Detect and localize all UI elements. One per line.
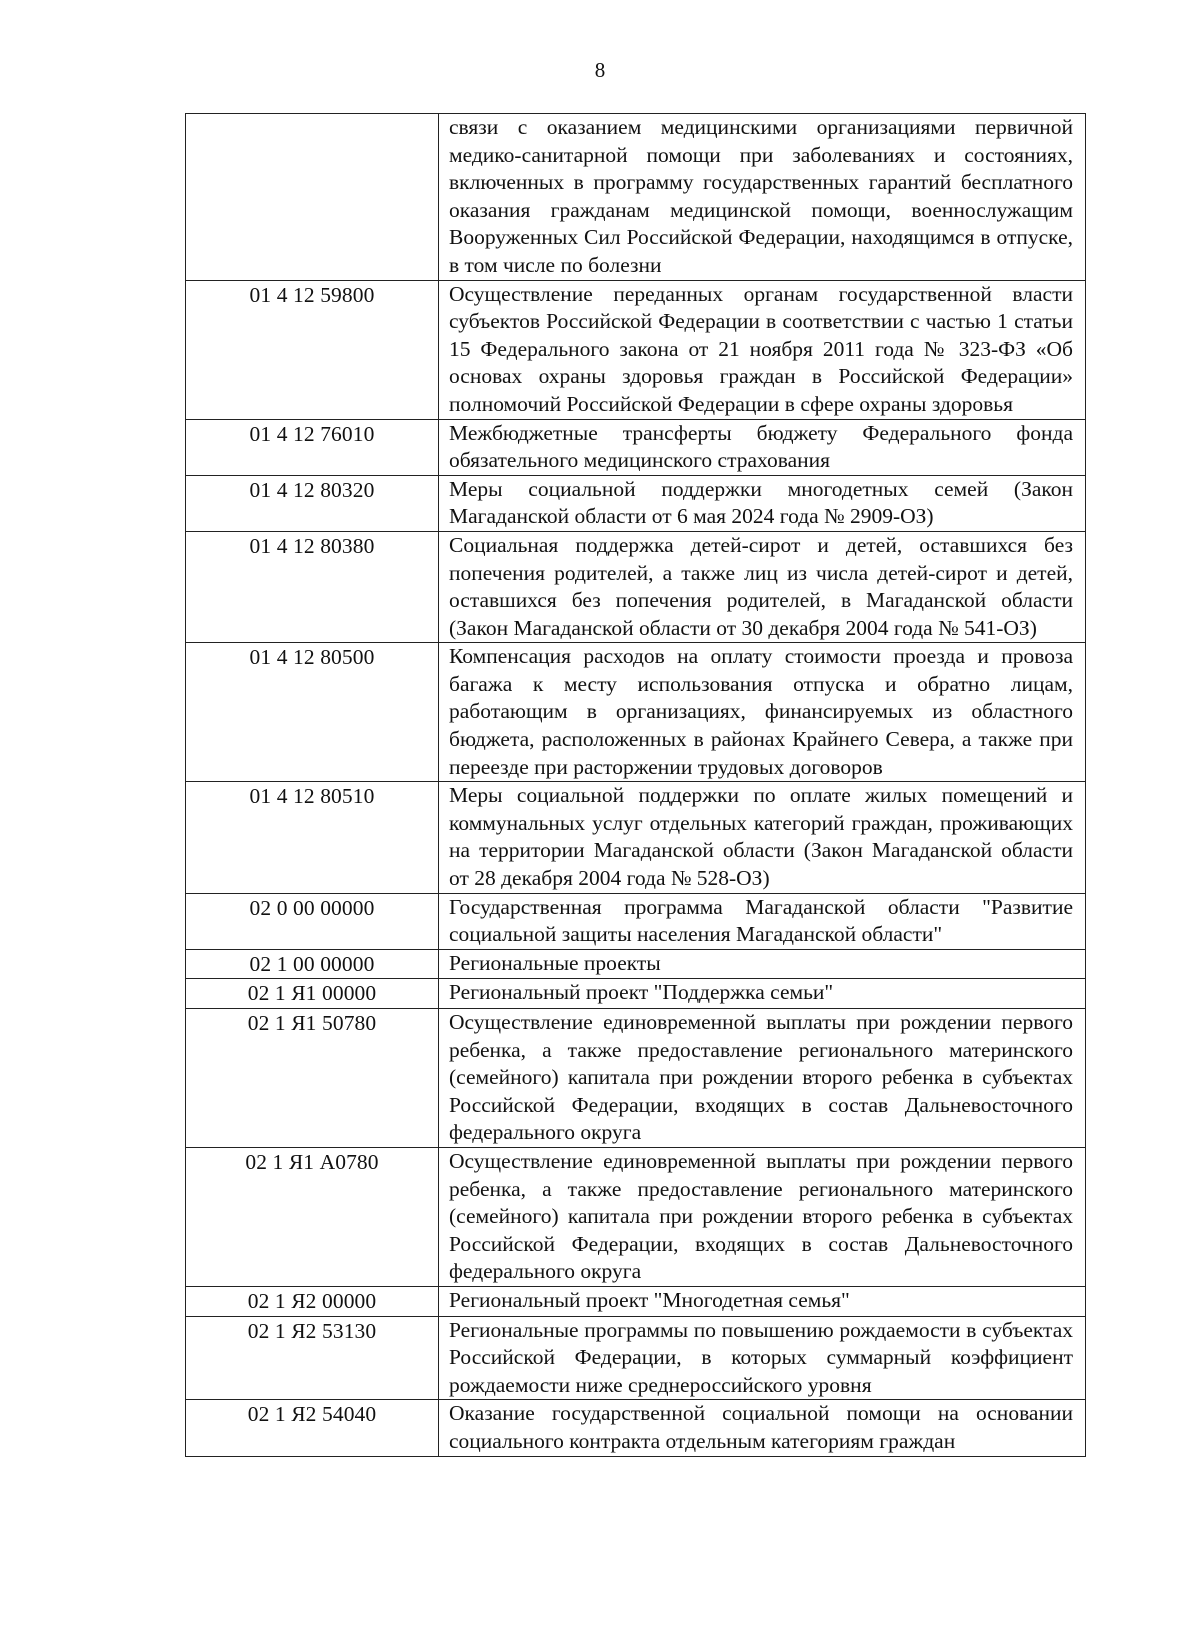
table-row xyxy=(186,949,1086,979)
budget-classification-table xyxy=(185,113,1086,1457)
row-description: Региональные проекты xyxy=(439,949,1086,979)
table-row xyxy=(186,475,1086,531)
row-code: 01 4 12 80510 xyxy=(186,782,439,893)
row-description: Региональный проект "Поддержка семьи" xyxy=(439,979,1086,1009)
row-description: Государственная программа Магаданской области "Развитие социальной защиты населения Магаданской области" xyxy=(439,893,1086,949)
row-description: Осуществление переданных органам государственной власти субъектов Российской Федерации в соответствии с частью 1 статьи 15 Федерального закона от 21 ноября 2011 года № 323-ФЗ «Об основах охраны здоровья граждан в Российской Федерации» полномочий Российской Федерации в сфере охраны здоровья xyxy=(439,280,1086,419)
row-code: 01 4 12 80320 xyxy=(186,475,439,531)
table-row xyxy=(186,979,1086,1009)
table-row xyxy=(186,1286,1086,1316)
row-description: Компенсация расходов на оплату стоимости проезда и провоза багажа к месту использования отпуска и обратно лицам, работающим в организациях, финансируемых из областного бюджета, расположенных в районах Крайнего Севера, а также при переезде при расторжении трудовых договоров xyxy=(439,643,1086,782)
table-row xyxy=(186,1316,1086,1400)
row-code: 02 0 00 00000 xyxy=(186,893,439,949)
row-description: Меры социальной поддержки по оплате жилых помещений и коммунальных услуг отдельных категорий граждан, проживающих на территории Магаданской области (Закон Магаданской области от 28 декабря 2004 года № 528-ОЗ) xyxy=(439,782,1086,893)
row-code: 01 4 12 80500 xyxy=(186,643,439,782)
row-description: Осуществление единовременной выплаты при рождении первого ребенка, а также предоставление регионального материнского (семейного) капитала при рождении второго ребенка в субъектах Российской Федерации, входящих в состав Дальневосточного федерального округа xyxy=(439,1009,1086,1148)
row-code: 01 4 12 80380 xyxy=(186,531,439,642)
row-code: 02 1 Я2 53130 xyxy=(186,1316,439,1400)
row-description: Осуществление единовременной выплаты при рождении первого ребенка, а также предоставление регионального материнского (семейного) капитала при рождении второго ребенка в субъектах Российской Федерации, входящих в состав Дальневосточного федерального округа xyxy=(439,1147,1086,1286)
table-row xyxy=(186,643,1086,782)
row-description: Региональный проект "Многодетная семья" xyxy=(439,1286,1086,1316)
row-description: Межбюджетные трансферты бюджету Федерального фонда обязательного медицинского страхования xyxy=(439,419,1086,475)
row-code: 01 4 12 76010 xyxy=(186,419,439,475)
row-description: Меры социальной поддержки многодетных семей (Закон Магаданской области от 6 мая 2024 года № 2909-ОЗ) xyxy=(439,475,1086,531)
table-row xyxy=(186,531,1086,642)
row-code: 02 1 Я1 50780 xyxy=(186,1009,439,1148)
row-code xyxy=(186,114,439,281)
row-code: 02 1 Я2 54040 xyxy=(186,1400,439,1456)
table-row xyxy=(186,114,1086,281)
row-code: 02 1 00 00000 xyxy=(186,949,439,979)
row-code: 02 1 Я1 00000 xyxy=(186,979,439,1009)
row-description: Социальная поддержка детей-сирот и детей, оставшихся без попечения родителей, а также лиц из числа детей-сирот и детей, оставшихся без попечения родителей, в Магаданской области (Закон Магаданской области от 30 декабря 2004 года № 541-ОЗ) xyxy=(439,531,1086,642)
row-description: Региональные программы по повышению рождаемости в субъектах Российской Федерации, в которых суммарный коэффициент рождаемости ниже среднероссийского уровня xyxy=(439,1316,1086,1400)
row-code: 01 4 12 59800 xyxy=(186,280,439,419)
table-row xyxy=(186,1147,1086,1286)
table-row xyxy=(186,782,1086,893)
table-row xyxy=(186,1400,1086,1456)
row-code: 02 1 Я2 00000 xyxy=(186,1286,439,1316)
row-description: связи с оказанием медицинскими организациями первичной медико-санитарной помощи при заболеваниях и состояниях, включенных в программу государственных гарантий бесплатного оказания гражданам медицинской помощи, военнослужащим Вооруженных Сил Российской Федерации, находящимся в отпуске, в том числе по болезни xyxy=(439,114,1086,281)
table-row xyxy=(186,419,1086,475)
table-row xyxy=(186,893,1086,949)
row-description: Оказание государственной социальной помощи на основании социального контракта отдельным категориям граждан xyxy=(439,1400,1086,1456)
row-code: 02 1 Я1 А0780 xyxy=(186,1147,439,1286)
table-row xyxy=(186,1009,1086,1148)
table-row xyxy=(186,280,1086,419)
page-number: 8 xyxy=(594,58,606,82)
